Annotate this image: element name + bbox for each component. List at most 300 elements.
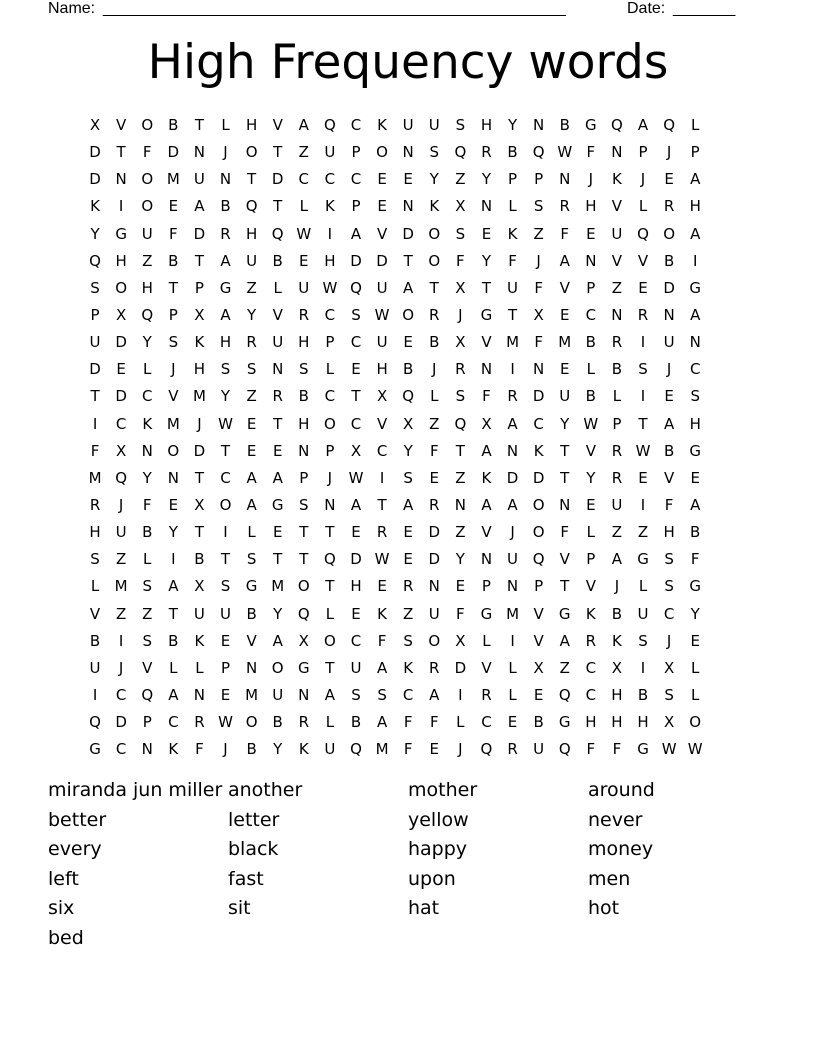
grid-letter[interactable]: B (429, 333, 440, 352)
grid-letter[interactable]: V (559, 278, 570, 297)
grid-letter[interactable]: G (115, 224, 127, 243)
grid-letter[interactable]: O (323, 414, 336, 433)
grid-letter[interactable]: A (376, 658, 388, 677)
grid-letter[interactable]: Q (141, 305, 154, 324)
grid-letter[interactable]: X (194, 495, 205, 514)
grid-letter[interactable]: Q (245, 197, 258, 216)
grid-letter[interactable]: O (428, 224, 441, 243)
grid-letter[interactable]: B (611, 360, 623, 379)
grid-letter[interactable]: C (350, 333, 362, 352)
grid-letter[interactable]: I (379, 468, 385, 487)
grid-letter[interactable]: V (481, 523, 492, 542)
grid-letter[interactable]: Z (559, 658, 570, 677)
grid-letter[interactable]: J (666, 631, 672, 650)
grid-letter[interactable]: D (271, 170, 284, 189)
grid-letter[interactable]: O (219, 495, 232, 514)
grid-letter[interactable]: H (298, 333, 310, 352)
grid-letter[interactable]: C (663, 604, 675, 623)
grid-letter[interactable]: N (506, 441, 519, 460)
grid-letter[interactable]: V (376, 414, 388, 433)
grid-letter[interactable]: U (611, 224, 623, 243)
grid-letter[interactable]: A (324, 685, 336, 704)
grid-letter[interactable]: X (481, 414, 492, 433)
grid-letter[interactable]: U (324, 143, 336, 162)
grid-letter[interactable]: A (559, 631, 570, 650)
grid-letter[interactable]: Q (323, 550, 336, 569)
grid-letter[interactable]: R (507, 740, 518, 759)
grid-letter[interactable]: G (558, 604, 571, 623)
grid-letter[interactable]: T (325, 523, 335, 542)
grid-letter[interactable]: A (507, 414, 518, 433)
grid-letter[interactable]: S (664, 577, 674, 596)
grid-letter[interactable]: J (614, 577, 620, 596)
grid-letter[interactable]: A (611, 550, 623, 569)
grid-letter[interactable]: Q (637, 224, 649, 243)
grid-letter[interactable]: Q (350, 740, 362, 759)
grid-letter[interactable]: Z (246, 387, 257, 406)
grid-letter[interactable]: B (272, 713, 283, 732)
grid-letter[interactable]: F (534, 278, 543, 297)
grid-letter[interactable]: O (115, 278, 128, 297)
grid-letter[interactable]: Y (481, 251, 492, 270)
grid-letter[interactable]: J (171, 360, 176, 379)
grid-letter[interactable]: C (350, 116, 362, 134)
grid-letter[interactable]: L (586, 523, 595, 542)
grid-letter[interactable]: D (193, 441, 206, 460)
grid-letter[interactable]: W (322, 278, 338, 297)
grid-letter[interactable]: E (507, 713, 518, 732)
grid-letter[interactable]: F (195, 740, 204, 759)
grid-letter[interactable]: A (350, 495, 362, 514)
grid-letter[interactable]: K (507, 224, 518, 243)
grid-letter[interactable]: O (428, 251, 441, 270)
grid-letter[interactable]: P (690, 143, 700, 162)
grid-letter[interactable]: Y (403, 441, 413, 460)
grid-letter[interactable]: H (611, 713, 623, 732)
grid-letter[interactable]: I (640, 495, 646, 514)
grid-letter[interactable]: R (507, 387, 518, 406)
grid-letter[interactable]: N (663, 305, 675, 324)
grid-letter[interactable]: H (376, 360, 388, 379)
grid-letter[interactable]: K (142, 414, 153, 433)
grid-letter[interactable]: D (115, 713, 127, 732)
grid-letter[interactable]: P (220, 658, 231, 677)
grid-letter[interactable]: G (480, 604, 493, 623)
grid-letter[interactable]: X (194, 305, 205, 324)
grid-letter[interactable]: Z (533, 224, 544, 243)
grid-letter[interactable]: E (351, 360, 361, 379)
grid-letter[interactable]: Y (455, 550, 465, 569)
grid-letter[interactable]: J (118, 658, 124, 677)
grid-letter[interactable]: D (454, 658, 467, 677)
grid-letter[interactable]: H (115, 251, 127, 270)
grid-letter[interactable]: A (246, 468, 257, 487)
grid-letter[interactable]: C (141, 387, 153, 406)
grid-letter[interactable]: A (220, 251, 231, 270)
grid-letter[interactable]: R (298, 713, 310, 732)
grid-letter[interactable]: E (116, 360, 126, 379)
grid-letter[interactable]: T (560, 468, 570, 487)
grid-letter[interactable]: P (299, 468, 309, 487)
grid-letter[interactable]: S (455, 387, 466, 406)
grid-letter[interactable]: Q (89, 251, 101, 270)
grid-letter[interactable]: W (348, 468, 364, 487)
grid-letter[interactable]: D (506, 468, 519, 487)
grid-letter[interactable]: X (116, 305, 127, 324)
grid-letter[interactable]: S (220, 360, 231, 379)
grid-letter[interactable]: L (299, 197, 308, 216)
grid-letter[interactable]: P (508, 170, 518, 189)
grid-letter[interactable]: H (298, 414, 310, 433)
grid-letter[interactable]: G (689, 577, 702, 596)
grid-letter[interactable]: H (245, 116, 258, 134)
grid-letter[interactable]: H (689, 197, 701, 216)
grid-letter[interactable]: Q (297, 604, 310, 623)
grid-letter[interactable]: V (89, 604, 101, 623)
grid-letter[interactable]: U (89, 333, 101, 352)
grid-letter[interactable]: O (376, 143, 388, 162)
grid-letter[interactable]: V (585, 441, 596, 460)
grid-letter[interactable]: K (324, 197, 335, 216)
grid-letter[interactable]: E (351, 523, 361, 542)
grid-letter[interactable]: J (223, 740, 228, 759)
grid-letter[interactable]: T (194, 116, 204, 134)
grid-letter[interactable]: G (637, 740, 649, 759)
grid-letter[interactable]: S (142, 577, 152, 596)
grid-letter[interactable]: Q (350, 278, 362, 297)
grid-letter[interactable]: E (403, 550, 413, 569)
grid-letter[interactable]: E (246, 414, 257, 433)
grid-letter[interactable]: S (403, 468, 413, 487)
grid-letter[interactable]: G (219, 278, 232, 297)
grid-letter[interactable]: N (480, 360, 493, 379)
grid-letter[interactable]: N (402, 143, 414, 162)
grid-letter[interactable]: Y (429, 170, 439, 189)
grid-letter[interactable]: E (429, 468, 439, 487)
grid-letter[interactable]: Y (220, 387, 231, 406)
grid-letter[interactable]: X (376, 387, 388, 406)
grid-letter[interactable]: E (168, 495, 179, 514)
grid-letter[interactable]: T (247, 170, 257, 189)
grid-letter[interactable]: C (115, 685, 127, 704)
grid-letter[interactable]: E (351, 604, 361, 623)
grid-letter[interactable]: K (585, 604, 596, 623)
grid-letter[interactable]: D (532, 468, 545, 487)
grid-letter[interactable]: H (637, 713, 649, 732)
grid-letter[interactable]: L (691, 685, 700, 704)
grid-letter[interactable]: I (458, 685, 463, 704)
grid-letter[interactable]: E (481, 224, 492, 243)
grid-letter[interactable]: I (171, 550, 176, 569)
grid-letter[interactable]: D (89, 360, 101, 379)
grid-letter[interactable]: X (611, 658, 623, 677)
grid-letter[interactable]: F (377, 631, 387, 650)
grid-letter[interactable]: S (299, 360, 309, 379)
grid-letter[interactable]: B (559, 116, 570, 134)
grid-letter[interactable]: U (298, 278, 310, 297)
grid-letter[interactable]: T (299, 523, 309, 542)
grid-letter[interactable]: X (455, 278, 466, 297)
date-line[interactable]: _______ (673, 0, 736, 17)
grid-letter[interactable]: L (691, 116, 700, 134)
grid-letter[interactable]: S (664, 685, 674, 704)
grid-letter[interactable]: F (690, 550, 700, 569)
grid-letter[interactable]: U (89, 658, 101, 677)
grid-letter[interactable]: B (637, 685, 649, 704)
grid-letter[interactable]: U (637, 604, 649, 623)
grid-letter[interactable]: B (585, 387, 596, 406)
grid-letter[interactable]: W (374, 550, 390, 569)
grid-letter[interactable]: U (663, 333, 675, 352)
grid-letter[interactable]: B (272, 251, 283, 270)
grid-letter[interactable]: N (141, 740, 153, 759)
grid-letter[interactable]: O (141, 197, 154, 216)
grid-letter[interactable]: Y (690, 604, 700, 623)
grid-letter[interactable]: H (350, 577, 362, 596)
grid-letter[interactable]: S (246, 360, 257, 379)
grid-letter[interactable]: J (118, 495, 124, 514)
grid-letter[interactable]: V (481, 333, 492, 352)
grid-letter[interactable]: D (376, 251, 388, 270)
grid-letter[interactable]: S (351, 685, 361, 704)
grid-letter[interactable]: T (325, 577, 335, 596)
grid-letter[interactable]: R (402, 577, 414, 596)
grid-letter[interactable]: R (559, 197, 570, 216)
grid-letter[interactable]: P (325, 333, 335, 352)
grid-letter[interactable]: C (350, 170, 362, 189)
grid-letter[interactable]: N (193, 685, 206, 704)
grid-letter[interactable]: C (115, 414, 127, 433)
grid-letter[interactable]: D (532, 387, 545, 406)
grid-letter[interactable]: N (324, 495, 336, 514)
grid-letter[interactable]: R (298, 305, 310, 324)
grid-letter[interactable]: A (403, 278, 414, 297)
grid-letter[interactable]: A (690, 224, 701, 243)
grid-letter[interactable]: B (168, 116, 179, 134)
grid-letter[interactable]: D (350, 550, 362, 569)
grid-letter[interactable]: K (377, 604, 387, 623)
grid-letter[interactable]: O (141, 116, 154, 134)
grid-letter[interactable]: L (143, 360, 152, 379)
grid-letter[interactable]: L (456, 713, 465, 732)
grid-letter[interactable]: B (246, 604, 257, 623)
grid-letter[interactable]: T (168, 278, 178, 297)
grid-letter[interactable]: G (585, 116, 597, 134)
grid-letter[interactable]: Y (507, 116, 518, 134)
grid-letter[interactable]: Z (455, 170, 466, 189)
name-line[interactable]: ____________________________________________________ (103, 0, 566, 17)
grid-letter[interactable]: U (611, 495, 623, 514)
grid-letter[interactable]: M (114, 577, 128, 596)
grid-letter[interactable]: V (533, 631, 544, 650)
grid-letter[interactable]: H (480, 116, 493, 134)
grid-letter[interactable]: O (402, 305, 415, 324)
grid-letter[interactable]: Z (611, 278, 623, 297)
grid-letter[interactable]: A (507, 495, 518, 514)
grid-letter[interactable]: U (376, 333, 388, 352)
grid-letter[interactable]: U (324, 740, 336, 759)
grid-letter[interactable]: A (376, 713, 388, 732)
grid-letter[interactable]: P (534, 577, 544, 596)
grid-letter[interactable]: Q (558, 740, 571, 759)
grid-letter[interactable]: J (666, 360, 672, 379)
grid-letter[interactable]: H (141, 278, 153, 297)
grid-letter[interactable]: F (534, 333, 543, 352)
grid-letter[interactable]: N (506, 577, 519, 596)
grid-letter[interactable]: N (272, 360, 284, 379)
grid-letter[interactable]: X (533, 305, 544, 324)
grid-letter[interactable]: Z (116, 550, 127, 569)
grid-letter[interactable]: D (350, 251, 362, 270)
grid-letter[interactable]: L (273, 278, 282, 297)
grid-letter[interactable]: E (690, 468, 700, 487)
grid-letter[interactable]: P (481, 577, 491, 596)
grid-letter[interactable]: R (481, 143, 492, 162)
grid-letter[interactable]: S (533, 197, 544, 216)
grid-letter[interactable]: T (194, 251, 204, 270)
grid-letter[interactable]: T (220, 550, 231, 569)
grid-letter[interactable]: S (377, 685, 387, 704)
grid-letter[interactable]: K (168, 740, 179, 759)
grid-letter[interactable]: O (323, 631, 336, 650)
grid-letter[interactable]: J (197, 414, 202, 433)
grid-letter[interactable]: H (663, 523, 675, 542)
grid-letter[interactable]: L (612, 387, 622, 406)
grid-letter[interactable]: X (455, 197, 466, 216)
grid-letter[interactable]: L (221, 116, 230, 134)
grid-letter[interactable]: B (89, 631, 101, 650)
grid-letter[interactable]: W (374, 305, 390, 324)
grid-letter[interactable]: Y (168, 523, 178, 542)
grid-letter[interactable]: O (297, 577, 310, 596)
grid-letter[interactable]: G (245, 577, 258, 596)
grid-letter[interactable]: U (115, 523, 127, 542)
grid-letter[interactable]: A (220, 305, 231, 324)
grid-letter[interactable]: S (403, 631, 413, 650)
grid-letter[interactable]: Y (273, 740, 283, 759)
grid-letter[interactable]: U (141, 224, 153, 243)
grid-letter[interactable]: F (403, 713, 413, 732)
grid-letter[interactable]: Q (115, 468, 128, 487)
grid-letter[interactable]: E (403, 523, 413, 542)
grid-letter[interactable]: B (611, 604, 623, 623)
grid-letter[interactable]: T (429, 278, 439, 297)
grid-letter[interactable]: S (299, 495, 309, 514)
grid-letter[interactable]: N (585, 251, 597, 270)
grid-letter[interactable]: T (90, 387, 100, 406)
grid-letter[interactable]: T (560, 441, 570, 460)
grid-letter[interactable]: N (245, 658, 258, 677)
grid-letter[interactable]: C (585, 305, 597, 324)
grid-letter[interactable]: U (507, 550, 519, 569)
grid-letter[interactable]: G (480, 305, 493, 324)
grid-letter[interactable]: Z (298, 143, 309, 162)
grid-letter[interactable]: R (220, 224, 231, 243)
grid-letter[interactable]: L (325, 713, 335, 732)
grid-letter[interactable]: M (271, 577, 285, 596)
grid-letter[interactable]: G (689, 441, 702, 460)
grid-letter[interactable]: S (351, 305, 361, 324)
grid-letter[interactable]: I (118, 197, 124, 216)
grid-letter[interactable]: B (403, 360, 414, 379)
grid-letter[interactable]: C (689, 360, 701, 379)
grid-letter[interactable]: K (403, 658, 414, 677)
grid-letter[interactable]: H (689, 414, 701, 433)
grid-letter[interactable]: I (510, 631, 515, 650)
grid-letter[interactable]: U (376, 278, 388, 297)
grid-letter[interactable]: R (611, 468, 623, 487)
grid-letter[interactable]: L (143, 550, 152, 569)
grid-letter[interactable]: T (377, 495, 387, 514)
grid-letter[interactable]: U (193, 170, 205, 189)
grid-letter[interactable]: A (246, 495, 257, 514)
grid-letter[interactable]: Y (560, 414, 570, 433)
grid-letter[interactable]: K (377, 116, 387, 134)
grid-letter[interactable]: B (220, 197, 231, 216)
grid-letter[interactable]: X (663, 658, 675, 677)
grid-letter[interactable]: E (299, 251, 309, 270)
grid-letter[interactable]: Z (116, 604, 127, 623)
grid-letter[interactable]: N (533, 116, 545, 134)
grid-letter[interactable]: X (455, 631, 466, 650)
grid-letter[interactable]: S (664, 550, 674, 569)
grid-letter[interactable]: U (272, 333, 284, 352)
grid-letter[interactable]: E (638, 278, 648, 297)
grid-letter[interactable]: C (324, 305, 336, 324)
grid-letter[interactable]: E (664, 170, 674, 189)
grid-letter[interactable]: P (325, 441, 335, 460)
grid-letter[interactable]: O (663, 224, 676, 243)
grid-letter[interactable]: S (90, 550, 100, 569)
grid-letter[interactable]: B (507, 143, 518, 162)
grid-letter[interactable]: D (663, 278, 675, 297)
grid-letter[interactable]: T (455, 441, 465, 460)
grid-letter[interactable]: V (481, 658, 492, 677)
grid-letter[interactable]: N (219, 170, 232, 189)
grid-letter[interactable]: F (169, 224, 178, 243)
grid-letter[interactable]: U (272, 685, 284, 704)
grid-letter[interactable]: E (429, 740, 439, 759)
grid-letter[interactable]: U (559, 387, 571, 406)
grid-letter[interactable]: C (168, 713, 179, 732)
grid-letter[interactable]: K (90, 197, 100, 216)
grid-letter[interactable]: Q (454, 143, 467, 162)
grid-letter[interactable]: T (325, 658, 335, 677)
grid-letter[interactable]: G (271, 495, 284, 514)
grid-letter[interactable]: T (116, 143, 126, 162)
grid-letter[interactable]: R (481, 685, 492, 704)
grid-letter[interactable]: T (638, 414, 648, 433)
grid-letter[interactable]: Q (454, 414, 467, 433)
grid-letter[interactable]: F (560, 224, 570, 243)
grid-letter[interactable]: H (611, 685, 623, 704)
grid-letter[interactable]: E (586, 224, 596, 243)
grid-letter[interactable]: W (583, 414, 599, 433)
grid-letter[interactable]: C (402, 685, 414, 704)
grid-letter[interactable]: S (246, 550, 257, 569)
grid-letter[interactable]: D (428, 550, 441, 569)
grid-letter[interactable]: Q (532, 143, 545, 162)
grid-letter[interactable]: J (510, 523, 515, 542)
grid-letter[interactable]: I (118, 631, 124, 650)
grid-letter[interactable]: Y (142, 468, 152, 487)
grid-letter[interactable]: T (168, 604, 178, 623)
grid-letter[interactable]: N (559, 170, 571, 189)
grid-letter[interactable]: D (89, 143, 101, 162)
grid-letter[interactable]: K (429, 197, 440, 216)
grid-letter[interactable]: R (376, 523, 388, 542)
grid-letter[interactable]: P (351, 197, 361, 216)
